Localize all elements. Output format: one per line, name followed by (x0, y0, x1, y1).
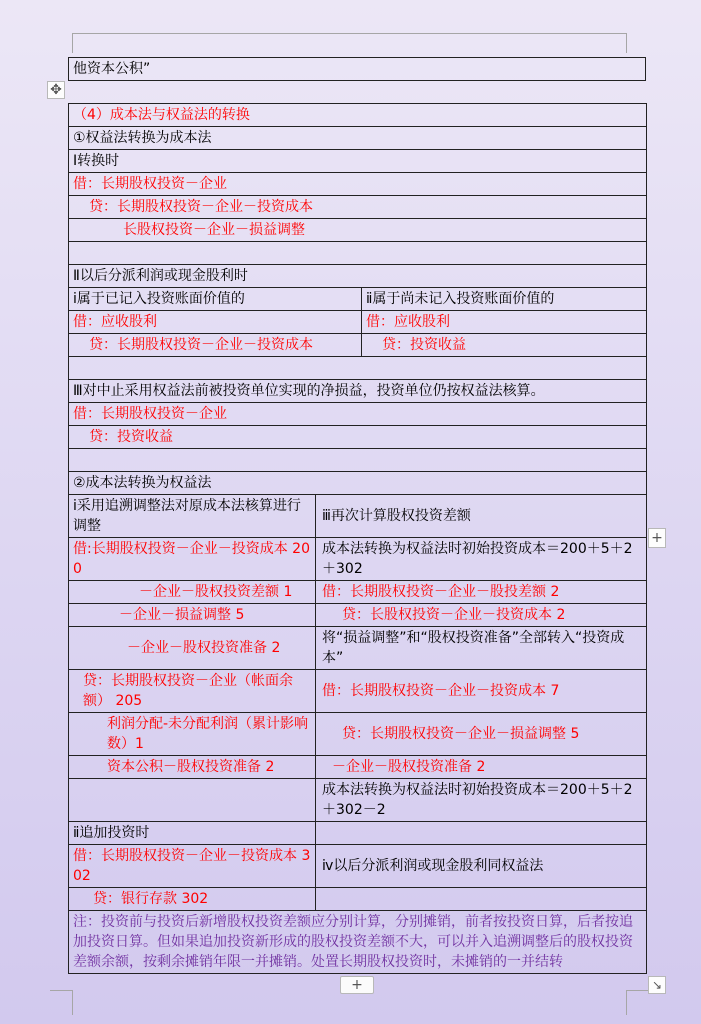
part2-row (69, 888, 647, 911)
table-resize-handle-icon[interactable]: ↘ (648, 976, 666, 994)
part2-row (69, 670, 647, 713)
crop-mark-bottom-right (626, 990, 649, 1015)
part2-right-cell: －企业－股权投资准备 2 (316, 756, 647, 779)
section-title: （4）成本法与权益法的转换 (69, 104, 647, 127)
part2-right-cell: 借：长期股权投资－企业－股投差额 2 (316, 581, 647, 604)
empty-row (69, 449, 647, 472)
part2-right-cell: 贷：长期股权投资－企业－损益调整 5 (316, 713, 647, 756)
stage2-left-head: ⅰ属于已记入投资账面价值的 (69, 288, 362, 311)
plus-icon: + (351, 977, 363, 993)
part2-row (69, 713, 647, 756)
empty-row (69, 242, 647, 265)
note-text: 注：投资前与投资后新增股权投资差额应分别计算，分别摊销，前者按投资日算，后者按追加投资日算。但如果追加投资新形成的股权投资差额不大，可以并入追溯调整后的股权投资差额余额，按剩余摊销年限一并摊销。处置长期股权投资时，未摊销的一并结转 (69, 911, 647, 974)
part2-left-cell: 借：长期股权投资－企业－投资成本 302 (69, 845, 316, 888)
add-column-button[interactable]: + (648, 528, 666, 548)
stage2-right-credit: 贷：投资收益 (362, 334, 647, 357)
conversion-table (68, 103, 647, 495)
top-row-text: 他资本公积” (69, 58, 646, 81)
part2-row (69, 779, 647, 822)
top-table (68, 57, 646, 81)
crop-mark-top-left (72, 33, 73, 53)
stage3-debit: 借：长期股权投资－企业 (69, 403, 647, 426)
part2-right-cell: 借：长期股权投资－企业－投资成本 7 (316, 670, 647, 713)
part2-right-cell: 贷：长股权投资－企业－投资成本 2 (316, 604, 647, 627)
part2-right-cell (316, 822, 647, 845)
part2-left-cell (69, 779, 316, 822)
stage2-left-debit: 借：应收股利 (69, 311, 362, 334)
part2-left-cell: －企业－损益调整 5 (69, 604, 316, 627)
document-page (68, 57, 646, 974)
empty-row (69, 357, 647, 380)
part2-left-cell: 贷：长期股权投资－企业（帐面余额） 205 (69, 670, 316, 713)
part2-right-cell: ⅳ以后分派利润或现金股利同权益法 (316, 845, 647, 888)
part2-left-cell: －企业－股权投资准备 2 (69, 627, 316, 670)
stage1-line-3: 长股权投资－企业－损益调整 (69, 219, 647, 242)
part2-left-cell: 贷：银行存款 302 (69, 888, 316, 911)
table-move-handle-icon[interactable]: ✥ (47, 81, 65, 99)
part1-heading: ①权益法转换为成本法 (69, 127, 647, 150)
part2-row (69, 604, 647, 627)
part2-row (69, 581, 647, 604)
part2-table (68, 494, 647, 974)
part2-right-cell: ⅲ再次计算股权投资差额 (316, 495, 647, 538)
stage1-line-1: 借：长期股权投资－企业 (69, 173, 647, 196)
stage2-right-head: ⅱ属于尚未记入投资账面价值的 (362, 288, 647, 311)
add-row-button[interactable] (340, 976, 374, 994)
part2-row (69, 627, 647, 670)
part2-right-cell (316, 888, 647, 911)
stage2-heading: Ⅱ以后分派利润或现金股利时 (69, 265, 647, 288)
stage2-right-debit: 借：应收股利 (362, 311, 647, 334)
part2-left-cell: 利润分配-未分配利润（累计影响数）1 (69, 713, 316, 756)
part2-left-cell: 资本公积－股权投资准备 2 (69, 756, 316, 779)
stage3-credit: 贷：投资收益 (69, 426, 647, 449)
part2-row (69, 538, 647, 581)
part2-right-cell: 将“损益调整”和“股权投资准备”全部转入“投资成本” (316, 627, 647, 670)
crop-mark-top (72, 33, 626, 34)
part2-row (69, 495, 647, 538)
part2-heading: ②成本法转换为权益法 (69, 472, 647, 495)
crop-mark-top-right (626, 33, 627, 53)
part2-row (69, 822, 647, 845)
stage1-heading: Ⅰ转换时 (69, 150, 647, 173)
part2-left-cell: －企业－股权投资差额 1 (69, 581, 316, 604)
crop-mark-bottom-left (50, 990, 73, 1015)
stage3-heading: Ⅲ对中止采用权益法前被投资单位实现的净损益，投资单位仍按权益法核算。 (69, 380, 647, 403)
part2-left-cell: ⅰ采用追溯调整法对原成本法核算进行调整 (69, 495, 316, 538)
part2-right-cell: 成本法转换为权益法时初始投资成本＝200＋5＋2＋302－2 (316, 779, 647, 822)
part2-right-cell: 成本法转换为权益法时初始投资成本＝200＋5＋2＋302 (316, 538, 647, 581)
stage1-line-2: 贷：长期股权投资－企业－投资成本 (69, 196, 647, 219)
stage2-left-credit: 贷：长期股权投资－企业－投资成本 (69, 334, 362, 357)
part2-left-cell: 借:长期股权投资－企业－投资成本 200 (69, 538, 316, 581)
part2-row (69, 756, 647, 779)
part2-left-cell: ⅱ追加投资时 (69, 822, 316, 845)
part2-row (69, 845, 647, 888)
